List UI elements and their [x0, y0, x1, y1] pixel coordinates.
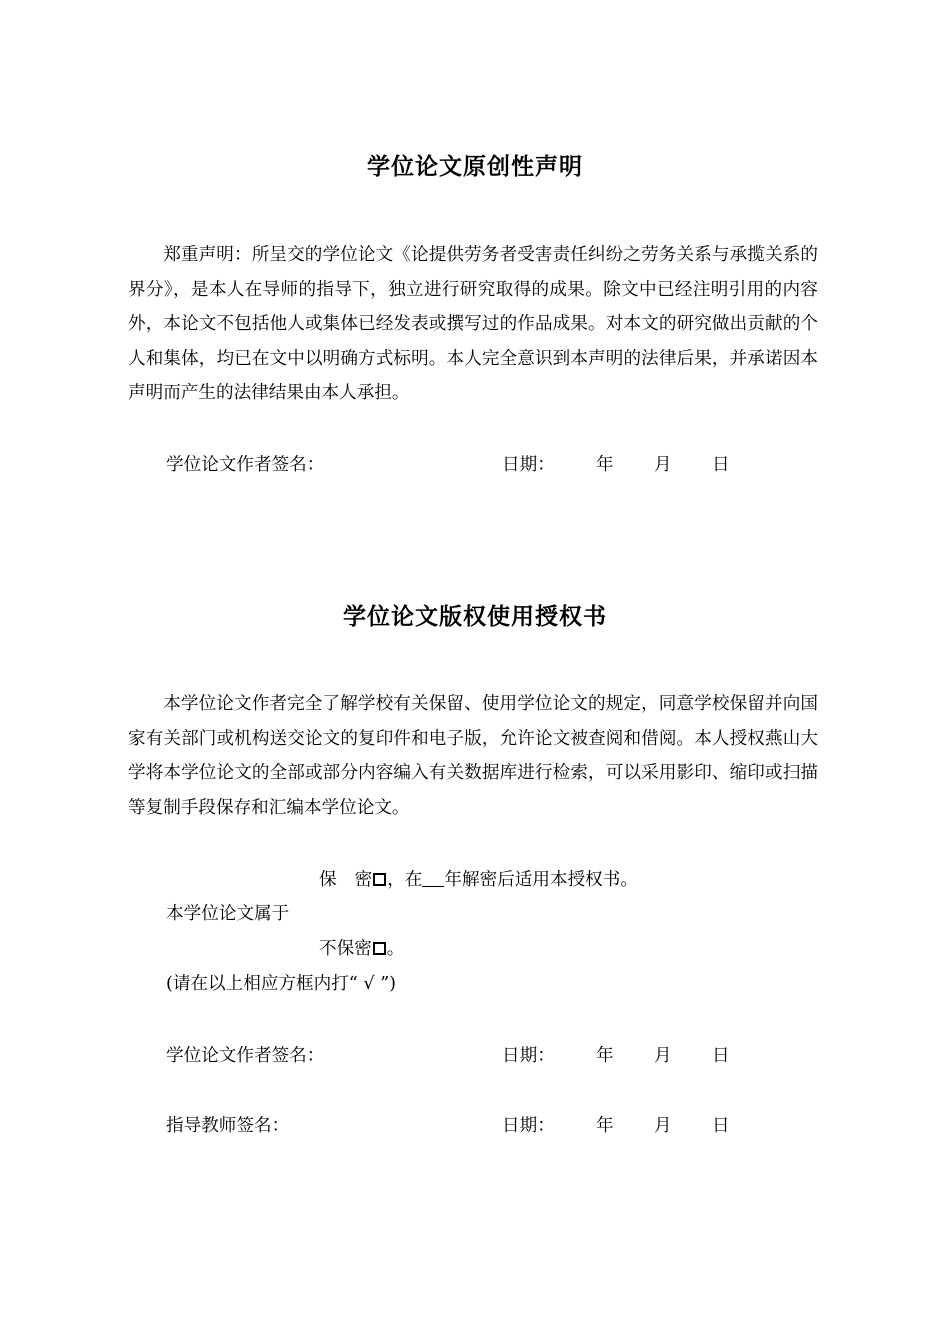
- copyright-title: 学位论文版权使用授权书: [343, 604, 607, 630]
- secret-suffix-text: 年解密后适用本授权书。: [444, 870, 638, 890]
- year-label: 年: [596, 1116, 614, 1136]
- year-label: 年: [596, 1046, 614, 1066]
- originality-title: 学位论文原创性声明: [367, 154, 583, 180]
- day-label: 日: [712, 455, 730, 475]
- copyright-authorization-text: 本学位论文作者完全了解学校有关保留、使用学位论文的规定，同意学校保留并向国家有关部门或机构送交论文的复印件和电子版，允许论文被查阅和借阅。本人授权燕山大学将本学位论文的全部或部分内容编入有关数据库进行检索，可以采用影印、缩印或扫描等复制手段保存和汇编本学位论文。: [128, 694, 818, 818]
- advisor-signature-label: 指导教师签名：: [166, 1116, 290, 1136]
- day-label: 日: [712, 1116, 730, 1136]
- secret-checkbox[interactable]: [373, 873, 386, 886]
- originality-signature-row: [166, 450, 766, 480]
- secret-label-char-2: 密: [354, 870, 373, 890]
- author-signature-label: 学位论文作者签名：: [166, 455, 325, 475]
- secret-option-line: [319, 865, 638, 895]
- date-label: 日期：: [502, 1116, 555, 1136]
- month-label: 月: [654, 1116, 672, 1136]
- secret-label-char-1: 保: [319, 870, 337, 890]
- nonsecret-checkbox[interactable]: [373, 942, 386, 955]
- originality-statement: 郑重声明：所呈交的学位论文《论提供劳务者受害责任纠纷之劳务关系与承揽关系的界分》，是本人在导师的指导下，独立进行研究取得的成果。除文中已经注明引用的内容外，本论文不包括他人或集体已经发表或撰写过的作品成果。对本文的研究做出贡献的个人和集体，均已在文中以明确方式标明。本人完全意识到本声明的法律后果，并承诺因本声明而产生的法律结果由本人承担。: [128, 245, 818, 403]
- checkmark-instruction: (请在以上相应方框内打“ √ ”): [166, 974, 397, 994]
- nonsecret-option-line: [319, 934, 404, 964]
- belongs-label: 本学位论文属于: [166, 904, 290, 924]
- years-blank-field[interactable]: [422, 868, 444, 887]
- day-label: 日: [712, 1046, 730, 1066]
- nonsecret-end: 。: [386, 939, 405, 959]
- date-label: 日期：: [502, 1046, 555, 1066]
- year-label: 年: [596, 455, 614, 475]
- date-label: 日期：: [502, 455, 555, 475]
- author-signature-label: 学位论文作者签名：: [166, 1046, 325, 1066]
- nonsecret-label: 不保密: [319, 939, 372, 959]
- month-label: 月: [654, 1046, 672, 1066]
- copyright-author-signature-row: [166, 1041, 766, 1071]
- month-label: 月: [654, 455, 672, 475]
- advisor-signature-row: [166, 1111, 766, 1141]
- secret-mid-text: ，在: [387, 870, 423, 890]
